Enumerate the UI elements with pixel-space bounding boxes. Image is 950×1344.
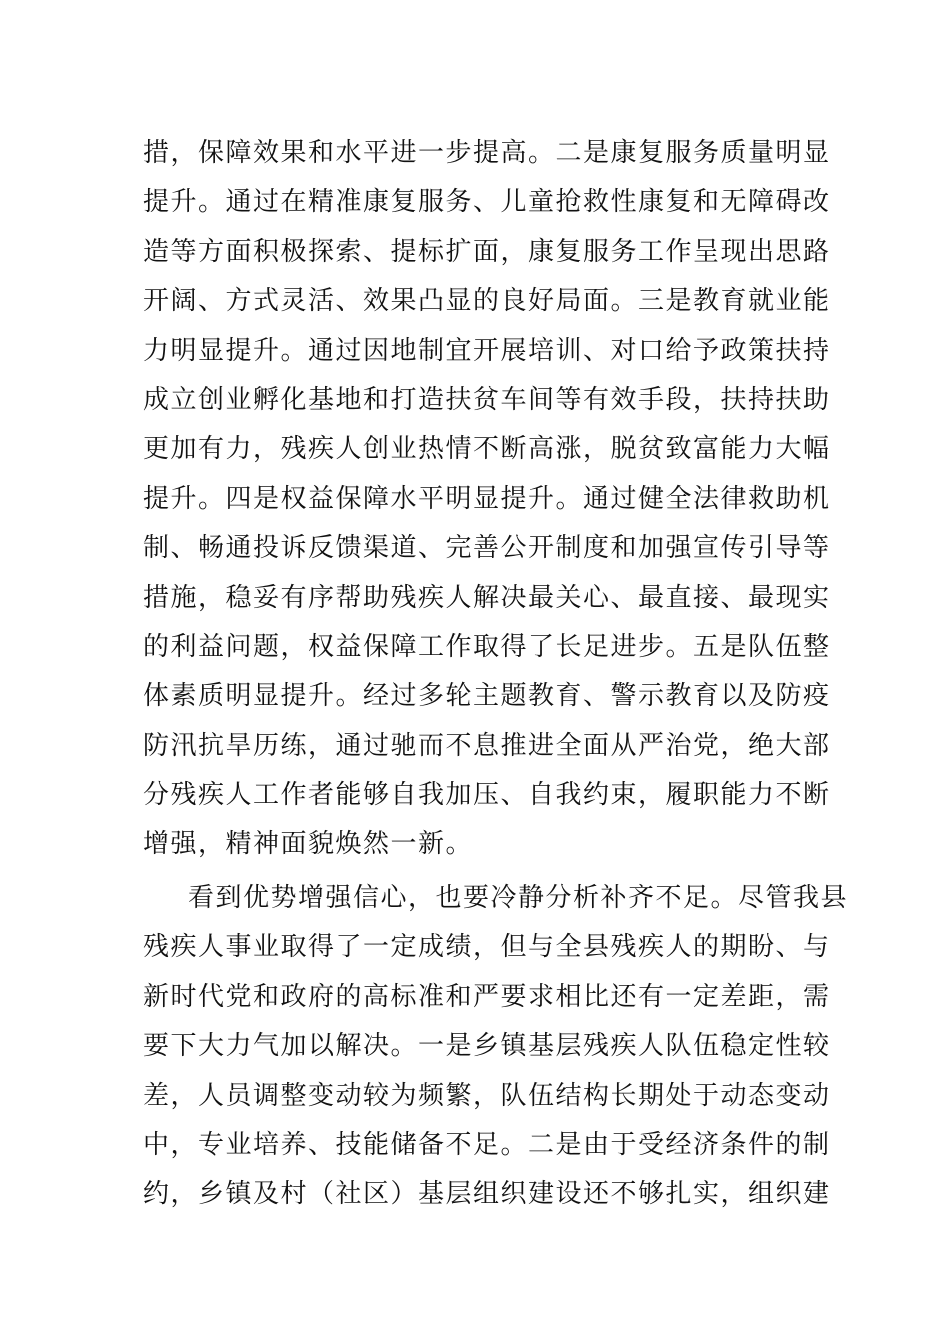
text-line: 差，人员调整变动较为频繁，队伍结构长期处于动态变动 [143,1080,831,1111]
text-line: 更加有力，残疾人创业热情不断高涨，脱贫致富能力大幅 [143,434,831,465]
text-line: 制、畅通投诉反馈渠道、完善公开制度和加强宣传引导等 [143,533,831,564]
text-line: 新时代党和政府的高标准和严要求相比还有一定差距，需 [143,981,831,1012]
text-line: 开阔、方式灵活、效果凸显的良好局面。三是教育就业能 [143,286,831,317]
text-line: 约，乡镇及村（社区）基层组织建设还不够扎实，组织建 [143,1179,831,1210]
text-line: 体素质明显提升。经过多轮主题教育、警示教育以及防疫 [143,681,831,712]
text-line: 提升。四是权益保障水平明显提升。通过健全法律救助机 [143,483,831,514]
text-line: 中，专业培养、技能储备不足。二是由于受经济条件的制 [143,1129,831,1160]
text-line: 分残疾人工作者能够自我加压、自我约束，履职能力不断 [143,780,831,811]
text-line: 成立创业孵化基地和打造扶贫车间等有效手段，扶持扶助 [143,384,831,415]
text-line: 看到优势增强信心，也要冷静分析补齐不足。尽管我县 [188,883,849,913]
text-line: 力明显提升。通过因地制宜开展培训、对口给予政策扶持 [143,335,831,366]
text-line: 提升。通过在精准康复服务、儿童抢救性康复和无障碍改 [143,187,831,218]
paragraph-1 [143,129,831,870]
text-line: 防汛抗旱历练，通过驰而不息推进全面从严治党，绝大部 [143,730,831,761]
text-line: 的利益问题，权益保障工作取得了长足进步。五是队伍整 [143,631,831,662]
text-line: 要下大力气加以解决。一是乡镇基层残疾人队伍稳定性较 [143,1031,831,1062]
text-line: 措施，稳妥有序帮助残疾人解决最关心、最直接、最现实 [143,582,831,613]
text-line: 措，保障效果和水平进一步提高。二是康复服务质量明显 [143,138,831,168]
text-line: 残疾人事业取得了一定成绩，但与全县残疾人的期盼、与 [143,932,831,963]
paragraph-2 [143,874,849,1220]
text-line: 造等方面积极探索、提标扩面，康复服务工作呈现出思路 [143,236,831,267]
text-line: 增强，精神面貌焕然一新。 [143,829,474,860]
